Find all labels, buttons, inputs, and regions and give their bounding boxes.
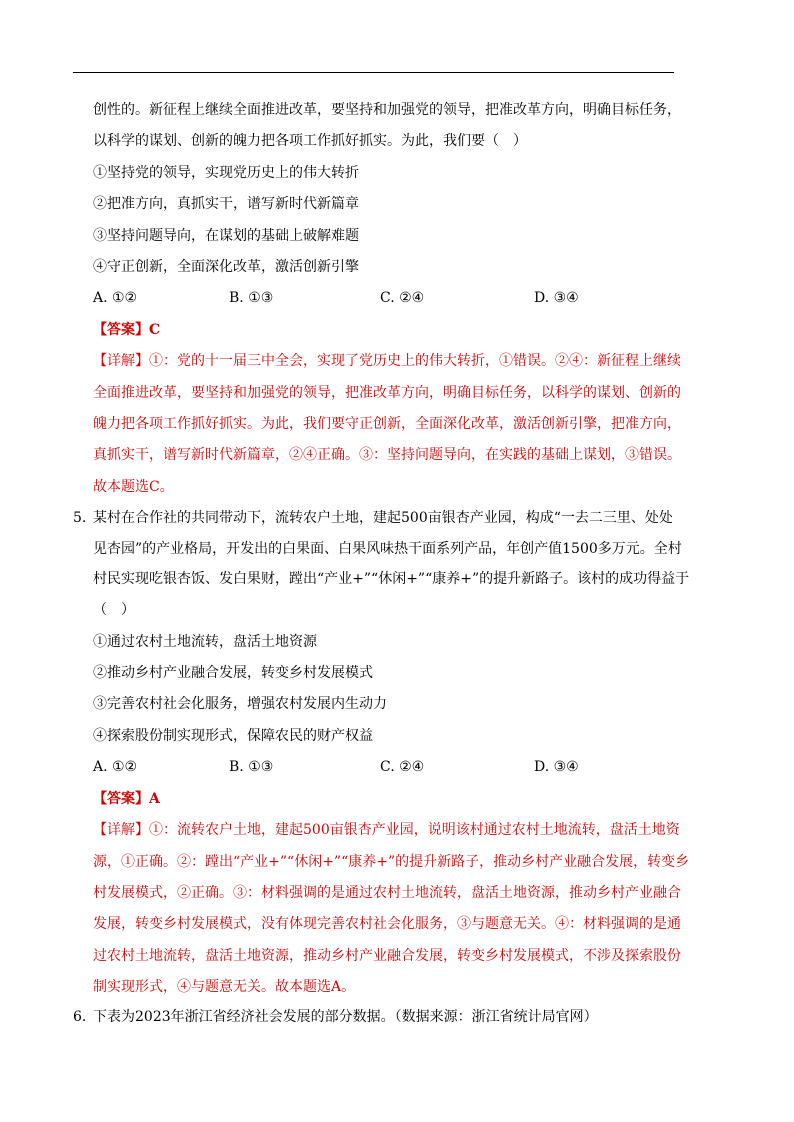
q4-detail-line-1: 【详解】①：党的十一届三中全会，实现了党历史上的伟大转折，①错误。②④：新征程上继续 xyxy=(93,353,681,369)
q5-detail-line-4: 发展，转变乡村发展模式，没有体现完善农村社会化服务，③与题意无关。④：材料强调的是通 xyxy=(93,916,681,932)
q4-item-3: ③坚持问题导向，在谋划的基础上破解难题 xyxy=(93,228,359,244)
q4-answer xyxy=(93,321,160,339)
q4-option-c: C. ②④ xyxy=(380,290,425,306)
q5-stem-line-2: 见杏园”的产业格局，开发出的白果面、白果风味热干面系列产品，年创产值1500多万元。全村 xyxy=(93,541,682,557)
q4-option-d: D. ③④ xyxy=(534,290,579,306)
q4-detail-line-3: 魄力把各项工作抓好抓实。为此，我们要守正创新，全面深化改革，激活创新引擎，把准方向， xyxy=(93,416,681,432)
q5-item-3: ③完善农村社会化服务，增强农村发展内生动力 xyxy=(93,696,387,712)
q5-option-b: B. ①③ xyxy=(229,759,274,775)
q4-detail-line-2: 全面推进改革，要坚持和加强党的领导，把准改革方向，明确目标任务，以科学的谋划、创新的 xyxy=(93,385,681,401)
q4-item-1: ①坚持党的领导，实现党历史上的伟大转折 xyxy=(93,165,359,181)
q5-option-d: D. ③④ xyxy=(534,759,579,775)
q5-detail-line-3: 村发展模式，②正确。③：材料强调的是通过农村土地流转，盘活土地资源，推动乡村产业融合 xyxy=(93,885,681,901)
q5-item-1: ①通过农村土地流转，盘活土地资源 xyxy=(93,634,317,650)
q6-number: 6. xyxy=(73,1009,87,1025)
q5-answer-value: A xyxy=(149,791,160,807)
q5-item-2: ②推动乡村产业融合发展，转变乡村发展模式 xyxy=(93,665,373,681)
q4-item-4: ④守正创新，全面深化改革，激活创新引擎 xyxy=(93,259,359,275)
q4-answer-value: C xyxy=(149,322,161,338)
q4-detail-line-5: 故本题选C。 xyxy=(93,479,174,495)
q5-option-a: A. ①② xyxy=(93,759,138,775)
q5-answer-label: 【答案】 xyxy=(93,791,149,807)
q4-item-2: ②把准方向，真抓实干，谱写新时代新篇章 xyxy=(93,196,359,212)
q5-stem-line-1: 某村在合作社的共同带动下，流转农户土地，建起500亩银杏产业园，构成“一去二三里、处处 xyxy=(93,510,673,526)
q5-item-4: ④探索股份制实现形式，保障农民的财产权益 xyxy=(93,728,373,744)
header-rule xyxy=(73,72,674,73)
q5-answer xyxy=(93,790,160,808)
q5-detail-line-1: 【详解】①：流转农户土地，建起500亩银杏产业园，说明该村通过农村土地流转，盘活土地资 xyxy=(93,822,680,838)
q5-detail-line-2: 源，①正确。②：蹚出“产业+”“休闲+”“康养+”的提升新路子，推动乡村产业融合发展，转变乡 xyxy=(93,854,690,870)
q5-stem-line-4: （ ） xyxy=(93,602,135,618)
q5-stem-line-3: 村民实现吃银杏饭、发白果财，蹚出“产业+”“休闲+”“康养+”的提升新路子。该村的成功得益于 xyxy=(93,571,690,587)
q5-option-c: C. ②④ xyxy=(380,759,425,775)
q4-stem-line-1: 创性的。新征程上继续全面推进改革，要坚持和加强党的领导，把准改革方向，明确目标任务， xyxy=(93,102,681,118)
q6-stem: 下表为2023年浙江省经济社会发展的部分数据。（数据来源：浙江省统计局官网） xyxy=(93,1009,598,1025)
q4-option-b: B. ①③ xyxy=(229,290,274,306)
q5-detail-line-5: 过农村土地流转，盘活土地资源，推动乡村产业融合发展，转变乡村发展模式，不涉及探索股份 xyxy=(93,948,681,964)
q4-detail-line-4: 真抓实干，谱写新时代新篇章，②④正确。③：坚持问题导向，在实践的基础上谋划，③错误。 xyxy=(93,447,681,463)
q5-number: 5. xyxy=(73,510,87,526)
q4-option-a: A. ①② xyxy=(93,290,138,306)
q4-answer-label: 【答案】 xyxy=(93,322,149,338)
q4-stem-line-2: 以科学的谋划、创新的魄力把各项工作抓好抓实。为此，我们要（ ） xyxy=(93,133,527,149)
q5-detail-line-6: 制实现形式，④与题意无关。故本题选A。 xyxy=(93,979,356,995)
